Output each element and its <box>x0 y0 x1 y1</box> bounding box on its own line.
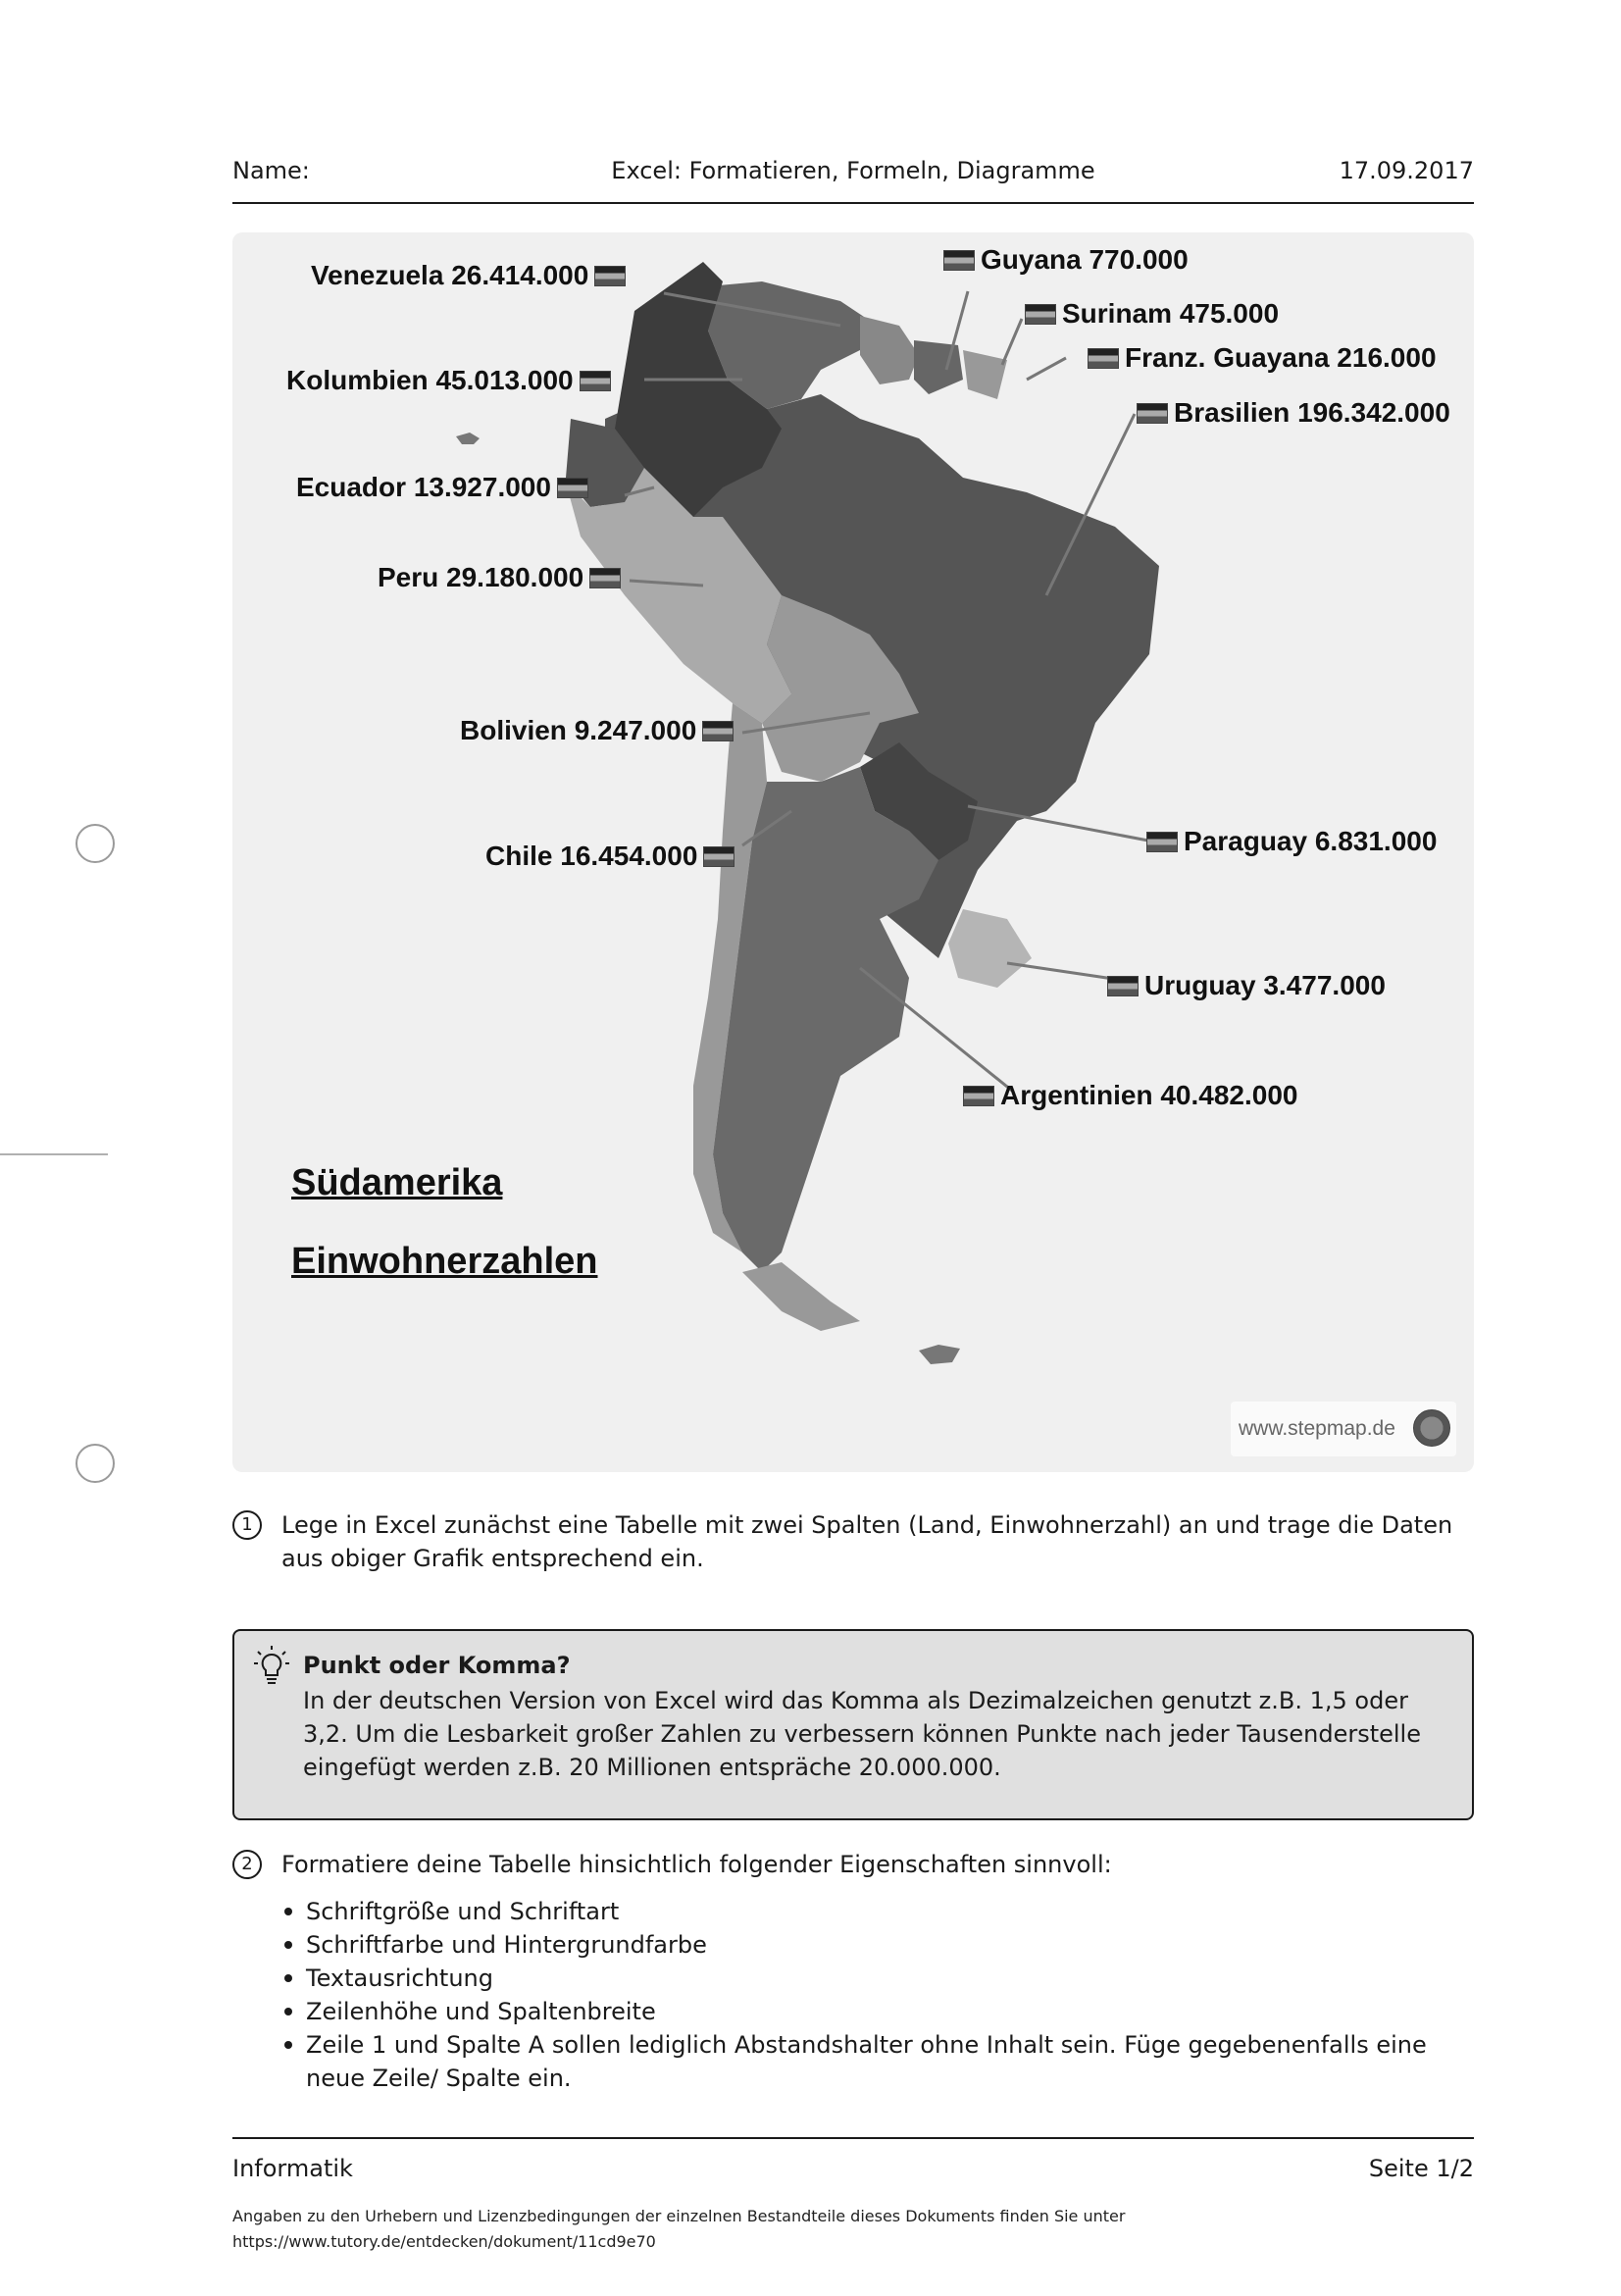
flag-icon <box>702 721 734 741</box>
task-text: Lege in Excel zunächst eine Tabelle mit zwei Spalten (Land, Einwohnerzahl) an und trage die Daten aus obiger Grafik entsprechend ein. <box>281 1511 1453 1572</box>
region-guyana <box>860 316 919 384</box>
page-header <box>232 147 1474 204</box>
punch-hole-bottom <box>76 1444 115 1483</box>
flag-icon <box>594 266 626 286</box>
label-ecuador: Ecuador 13.927.000 <box>296 472 588 503</box>
flag-icon <box>963 1086 994 1106</box>
flag-icon <box>703 846 735 867</box>
task-number: 1 <box>232 1510 262 1540</box>
label-bolivien: Bolivien 9.247.000 <box>460 715 734 746</box>
footer-page-number: Seite 1/2 <box>1368 2155 1474 2182</box>
list-item: Schriftfarbe und Hintergrundfarbe <box>284 1928 1471 1962</box>
label-brasilien: Brasilien 196.342.000 <box>1137 397 1450 429</box>
list-item: Textausrichtung <box>284 1962 1471 1995</box>
flag-icon <box>557 478 588 498</box>
label-argentinien: Argentinien 40.482.000 <box>963 1080 1297 1111</box>
label-venezuela: Venezuela 26.414.000 <box>311 260 626 291</box>
name-label: Name: <box>232 157 310 184</box>
label-peru: Peru 29.180.000 <box>378 562 621 593</box>
info-box-body: In der deutschen Version von Excel wird das Komma als Dezimalzeichen genutzt z.B. 1,5 oder 3,2. Um die Lesbarkeit großer Zahlen zu verbessern können Punkte nach jeder Tausenderstelle eingefügt werden z.B. 20 Millionen entspräche 20.000.000. <box>303 1687 1421 1781</box>
license-note: Angaben zu den Urhebern und Lizenzbedingungen der einzelnen Bestandteile dieses Dokuments finden Sie unter https://www.tutory.de/entdecken/dokument/11cd9e70 <box>232 2204 1125 2255</box>
region-surinam <box>914 340 963 394</box>
list-item: Zeile 1 und Spalte A sollen lediglich Abstandshalter ohne Inhalt sein. Füge gegebenenfalls eine neue Zeile/ Spalte ein. <box>284 2028 1471 2095</box>
punch-hole-top <box>76 824 115 863</box>
map-subtitle: Einwohnerzahlen <box>291 1241 598 1282</box>
flag-icon <box>1107 976 1139 996</box>
flag-icon <box>943 250 975 271</box>
task-text: Formatiere deine Tabelle hinsichtlich folgender Eigenschaften sinnvoll: <box>281 1851 1112 1878</box>
flag-icon <box>1137 403 1168 424</box>
label-guyana: Guyana 770.000 <box>943 244 1189 276</box>
flag-icon <box>1025 304 1056 325</box>
map-title: Südamerika <box>291 1162 503 1203</box>
list-item: Schriftgröße und Schriftart <box>284 1895 1471 1928</box>
galapagos-islands <box>456 433 480 444</box>
flag-icon <box>1146 832 1178 852</box>
falkland-islands <box>919 1345 960 1364</box>
flag-icon <box>1088 348 1119 369</box>
label-franz-guayana: Franz. Guayana 216.000 <box>1088 342 1437 374</box>
fold-mark <box>0 1153 108 1155</box>
label-paraguay: Paraguay 6.831.000 <box>1146 826 1437 857</box>
map-credit: www.stepmap.de <box>1231 1402 1456 1456</box>
label-surinam: Surinam 475.000 <box>1025 298 1279 330</box>
region-franz-guayana <box>963 350 1007 399</box>
flag-icon <box>589 568 621 588</box>
globe-icon <box>1413 1409 1450 1447</box>
region-uruguay <box>948 909 1032 988</box>
task-number: 2 <box>232 1850 262 1879</box>
label-uruguay: Uruguay 3.477.000 <box>1107 970 1386 1001</box>
document-date: 17.09.2017 <box>1339 157 1474 184</box>
task-1 <box>232 1508 1474 1575</box>
license-link[interactable]: https://www.tutory.de/entdecken/dokument/11cd9e70 <box>232 2232 656 2251</box>
info-box-title: Punkt oder Komma? <box>303 1652 571 1679</box>
formatting-list <box>284 1895 1471 2095</box>
flag-icon <box>580 371 611 391</box>
document-title: Excel: Formatieren, Formeln, Diagramme <box>611 157 1095 184</box>
label-kolumbien: Kolumbien 45.013.000 <box>286 365 611 396</box>
info-box <box>232 1629 1474 1820</box>
footer-subject: Informatik <box>232 2155 353 2182</box>
region-feuerland <box>742 1262 860 1331</box>
list-item: Zeilenhöhe und Spaltenbreite <box>284 1995 1471 2028</box>
label-chile: Chile 16.454.000 <box>485 841 735 872</box>
lightbulb-icon <box>252 1645 291 1688</box>
page-footer <box>232 2137 1474 2251</box>
south-america-map <box>232 232 1474 1472</box>
task-2 <box>232 1848 1474 1881</box>
